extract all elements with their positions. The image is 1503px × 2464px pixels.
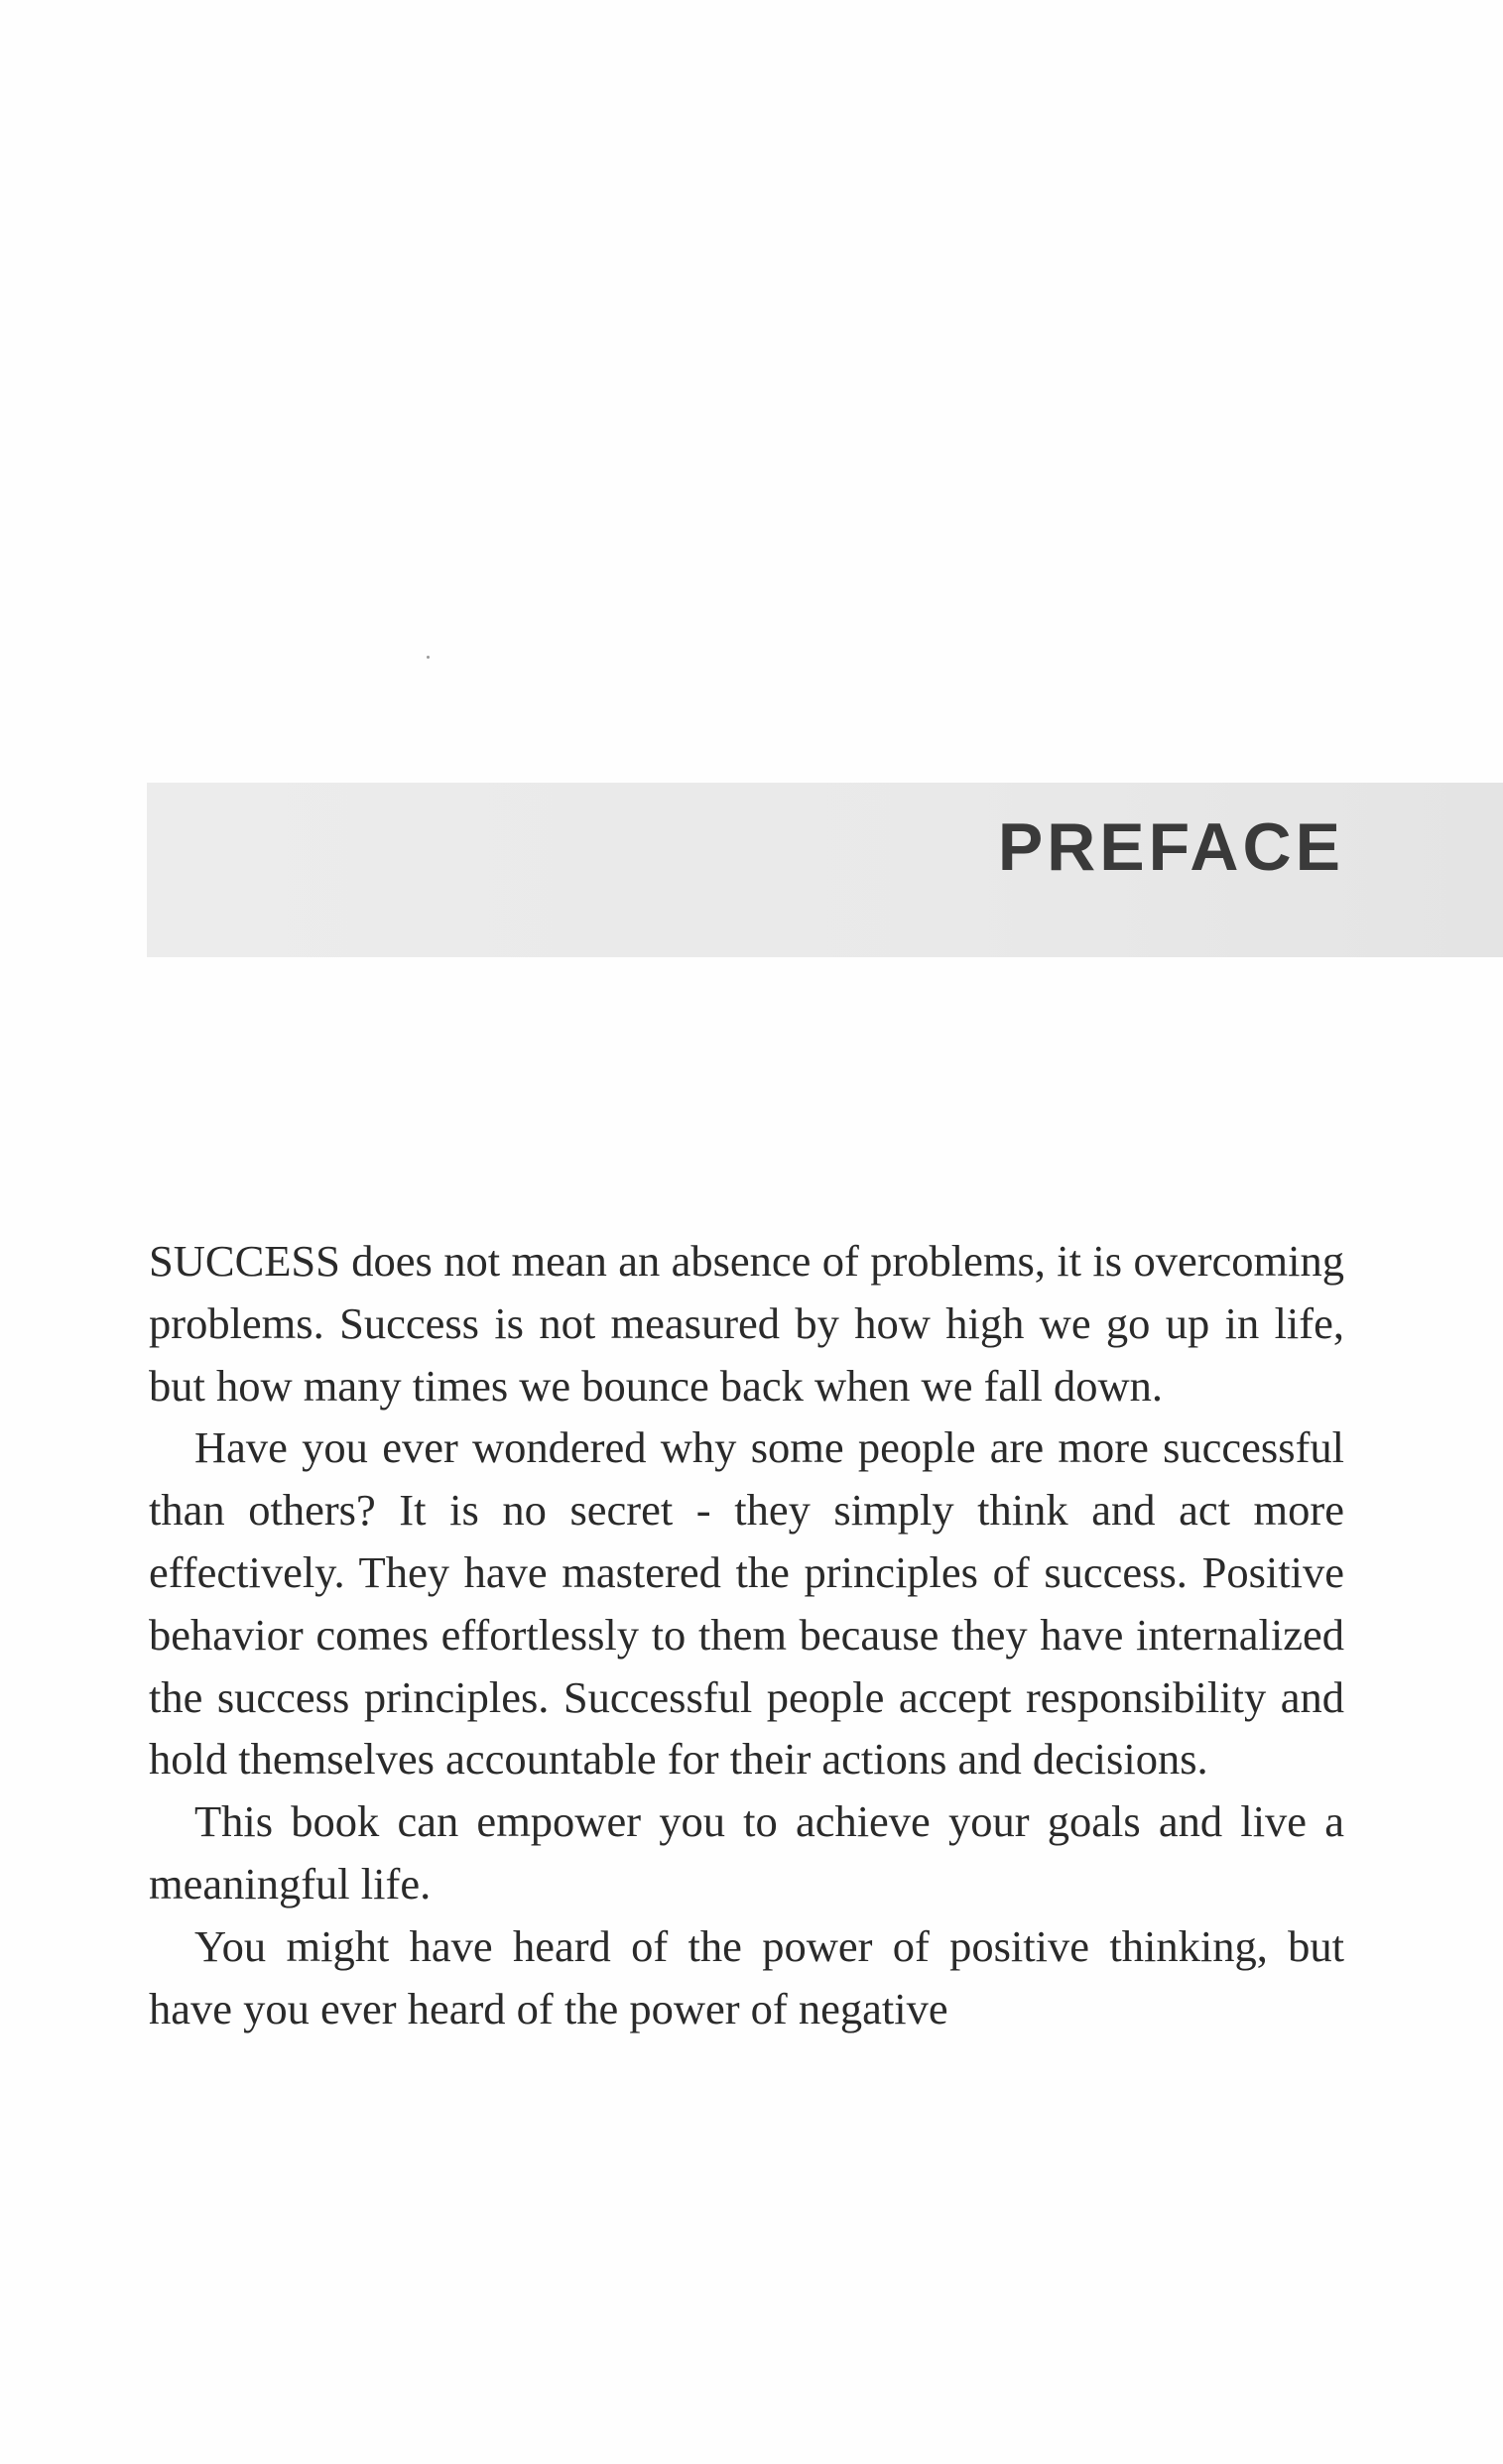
- paragraph-1: SUCCESS does not mean an absence of problems, it is overcoming problems. Success is not measured by how high we go up in life, but how many times we bounce back when we fall down.: [149, 1236, 1344, 1411]
- paragraph-4: You might have heard of the power of positive thinking, but have you ever heard of the power of negative: [149, 1920, 1344, 2033]
- print-speck: [427, 656, 430, 659]
- page-title: PREFACE: [997, 809, 1344, 885]
- paragraph-2: Have you ever wondered why some people are more successful than others? It is no secret - they simply think and act more effectively. They have mastered the principles of success. Positive behavior comes effortlessly to them because they have internalized the success principles. Successful people accept responsibility and hold themselves accountable for their actions and decisions.: [149, 1422, 1344, 1785]
- body-text: [149, 1230, 1344, 2039]
- paragraph-3: This book can empower you to achieve your goals and live a meaningful life.: [149, 1796, 1344, 1909]
